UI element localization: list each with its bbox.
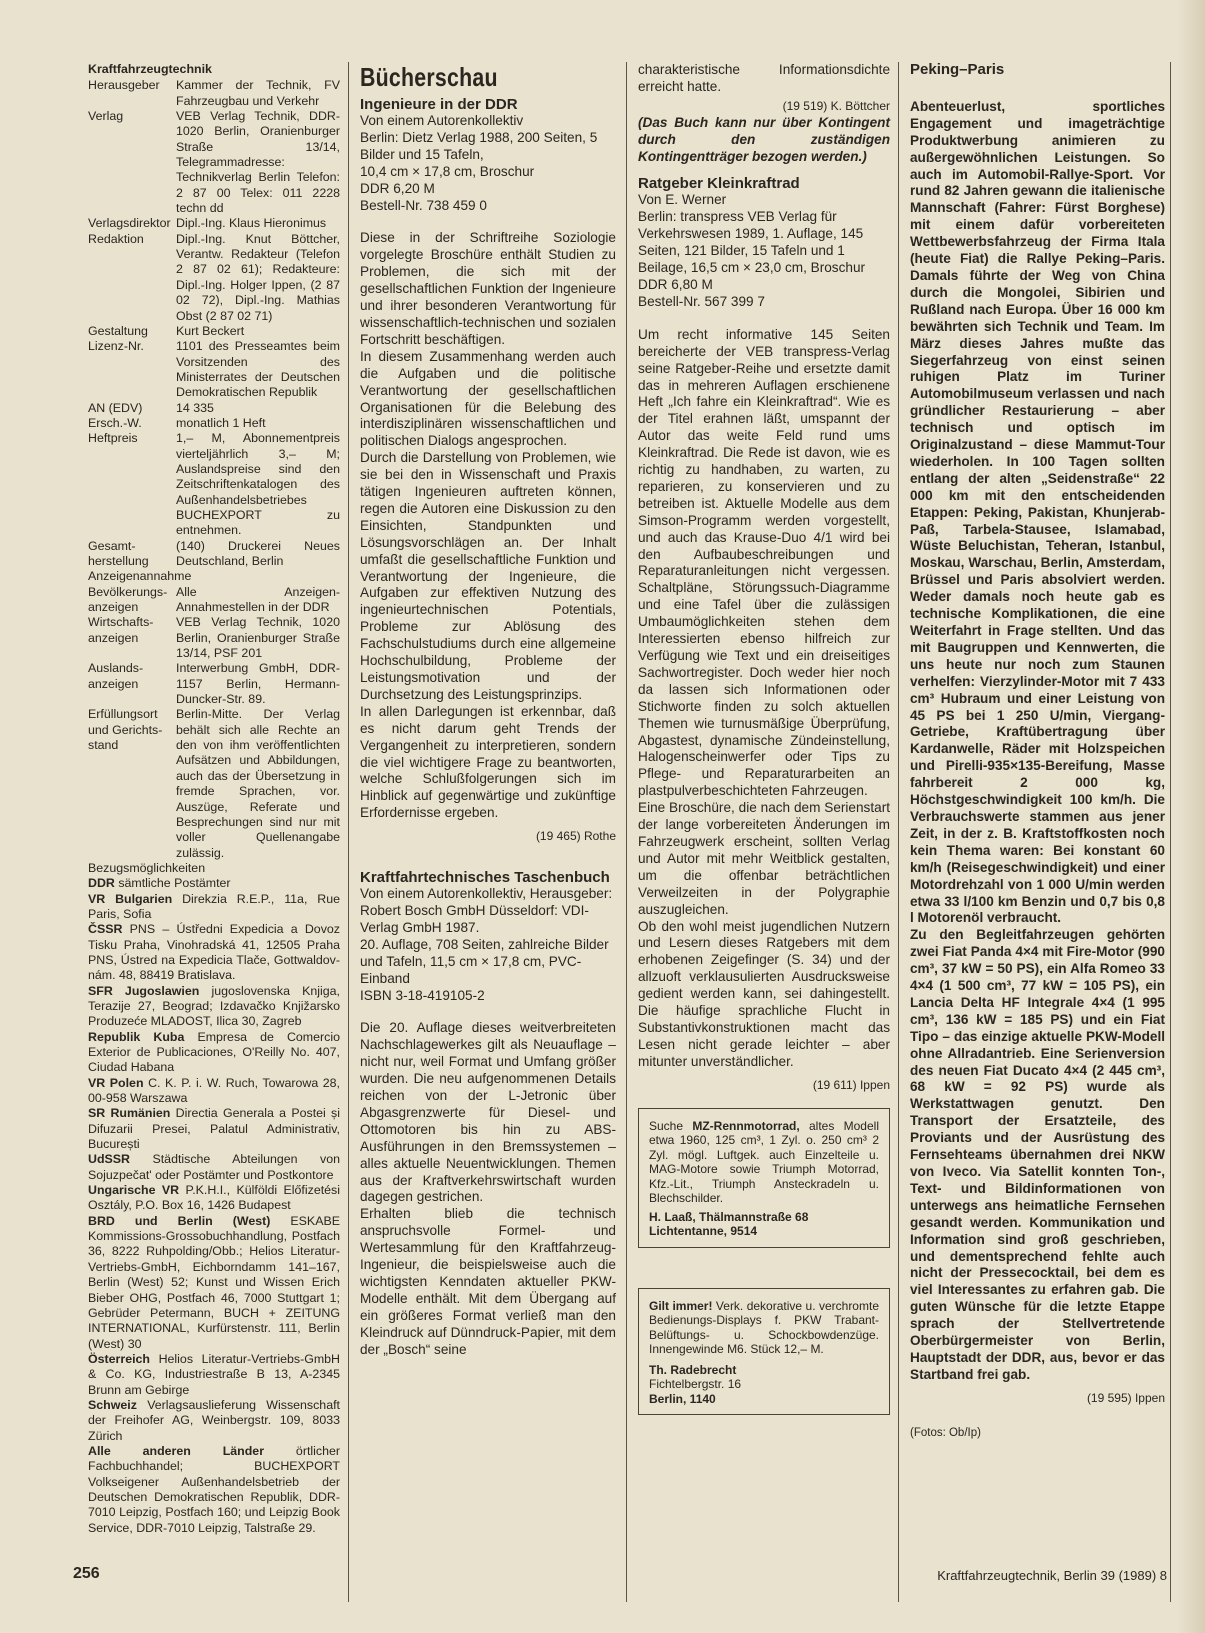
bezug-country: Republik Kuba <box>88 1029 185 1044</box>
book-info-line: Bestell-Nr. 738 459 0 <box>360 197 487 213</box>
book-info-line: Von einem Autorenkollektiv <box>360 113 524 128</box>
impressum-row <box>88 339 340 400</box>
book-info-line: Berlin: transpress VEB Verlag für Verkehrswesen 1989, 1. Auflage, 145 Seiten, 121 Bilder, 15 Tafeln und 1 Beilage, 16,5 cm × 23,0 cm, Broschur <box>638 209 866 276</box>
ad-text: Verk. dekorative u. verchromte Bedienungs-Displays f. PKW Trabant-Belüftungs- u. Schockbowdenzüge. Innengewinde M6. Stück 12,– M. <box>649 1298 879 1357</box>
impressum-row <box>88 416 340 431</box>
bezug-country: SFR Jugoslawien <box>88 983 200 998</box>
review-column-2 <box>638 62 890 1415</box>
bezug-country: BRD und Berlin (West) <box>88 1213 271 1228</box>
paragraph: Durch die Darstellung von Problemen, wie sie bei den in Wissenschaft und Praxis tätigen Ingenieuren auftreten können, regen die Autoren eine Diskussion zu den Einsichten, Standpunkten und Lösungsvorschlägen an. Der Inhalt umfaßt die gesellschaftliche Funktion und Verantwortung der Ingenieure, die Aufgaben zur effektiven Nutzung des ingenieurtechnischen Potentials, Probleme zur Ablösung des Fachschulstudiums durch eine allgemeine Hochschulbildung, Probleme der Leistungsmotivation und der Durchsetzung des Leistungsprinzips. <box>360 450 616 702</box>
paragraph: Die 20. Auflage dieses weitverbreiteten Nachschlagewerkes gilt als Neuauflage – nicht nur, weil Format und Umfang größer wurden. Die neu aufgenommenen Details reichen von der L-Jetronic über Abgasgrenzwerte für Diesel- und Ottomotoren bis hin zu ABS-Ausführungen in den Bremssystemen – alles aktuelle Neuentwicklungen. Themen aus der Kraftverkehrswirtschaft wurden dagegen gestrichen. <box>360 1020 616 1205</box>
article-text <box>910 99 1165 1384</box>
anzeigen-rows <box>88 585 340 861</box>
bezug-country: Schweiz <box>88 1397 137 1412</box>
impressum-value: (140) Druckerei Neues Deutschland, Berlin <box>176 538 340 568</box>
impressum-row <box>88 431 340 538</box>
impressum-row <box>88 539 340 570</box>
impressum-label: Verlagsdirektor <box>88 216 171 231</box>
impressum-label: Auslands-anzeigen <box>88 661 144 691</box>
impressum-label: Ersch.-W. <box>88 415 142 430</box>
bezug-entry <box>88 1106 340 1152</box>
bezug-country: VR Bulgarien <box>88 891 173 906</box>
impressum-value: monatlich 1 Heft <box>176 415 266 430</box>
bezug-entry <box>88 1444 340 1536</box>
impressum-row <box>88 324 340 339</box>
ad-name: H. Laaß, Thälmannstraße 68 <box>649 1209 809 1224</box>
impressum-label: Gesamt-herstellung <box>88 538 149 568</box>
impressum-label: Bevölkerungs-anzeigen <box>88 584 168 615</box>
review-column-1 <box>360 62 616 1359</box>
impressum-value: 1101 des Presseamtes beim Vorsitzenden des Ministerrates der Deutschen Demokratischen Republik <box>176 339 340 400</box>
impressum-label: Verlag <box>88 109 124 124</box>
bezug-entry <box>88 984 340 1030</box>
journal-footer: Kraftfahrzeugtechnik, Berlin 39 (1989) 8 <box>937 1568 1167 1583</box>
book-title: Ratgeber Kleinkraftrad <box>638 175 800 193</box>
book-info-line: Von einem Autorenkollektiv, Herausgeber: Robert Bosch GmbH Düsseldorf: VDI-Verlag GmbH 1987. <box>360 886 613 935</box>
book-info-line: DDR 6,20 M <box>360 180 435 196</box>
classified-ad <box>638 1288 890 1416</box>
book-info-line: 10,4 cm × 17,8 cm, Broschur <box>360 163 535 179</box>
review-signature: (19 465) Rothe <box>535 829 616 844</box>
bezug-text: örtlicher Fachbuchhandel; BUCHEXPORT Volkseigener Außenhandelsbetrieb der Deutschen Demokratischen Republik, DDR-7010 Leipzig, Postfach 160; und Leipzig Book Service, DDR-7010 Leipzig, Talstraße 29. <box>88 1443 340 1535</box>
impressum-value: Kurt Beckert <box>176 323 245 338</box>
impressum-row <box>88 707 340 860</box>
impressum-value: 1,– M, Abonnementpreis vierteljährlich 3,– M; Auslandspreise sind den Zeitschriftenkatalogen des Außenhandelsbetriebes BUCHEXPORT zu entnehmen. <box>176 431 340 538</box>
bezug-entry <box>88 1214 340 1352</box>
article-signature: (19 595) Ippen <box>1086 1390 1165 1405</box>
ad-street: Fichtelbergstr. 16 <box>649 1377 742 1392</box>
column-rule <box>348 62 349 1602</box>
review-signature: (19 519) K. Böttcher <box>782 98 890 113</box>
column-rule <box>626 62 627 1602</box>
bezug-text: Verlagsauslieferung Wissenschaft der Freihofer AG, Weinbergstr. 109, 8033 Zürich <box>88 1397 340 1443</box>
paragraph: Um recht informative 145 Seiten bereicherte der VEB transpress-Verlag seine Ratgeber-Reihe und ersetzte damit das in mehreren Auflagen erschienene Heft „Ich fahre ein Kleinkraftrad“. Wie es der Titel erahnen läßt, umspannt der Autor das weite Feld rund ums Kleinkraftrad. Die Rede ist davon, wie es richtig zu handhaben, zu warten, zu reparieren, zu konservieren und zu betreiben ist. Aktuelle Modelle aus dem Simson-Programm werden vorgestellt, und auch das Krause-Duo 4/1 wird bei den Aufbaubeschreibungen und Reparaturanleitungen nicht vergessen. Schaltpläne, Störungssuch-Diagramme und eine Tafel über die zulässigen Umbaumöglichkeiten stehen dem Interessierten ebenso hilfreich zur Verfügung wie Text und ein dreiseitiges Sachwortregister. Doch weder hier noch da lassen sich Informationen oder Stichworte finden zu solch aktuellen Themen wie turnusmäßige Überprüfung, Abgastest, dynamische Zündeinstellung, Halogenscheinwerfer oder Tips zu Pflege- und Reparaturarbeiten an plastpulverbeschichteten Fahrzeugen. <box>638 326 890 799</box>
impressum-value: VEB Verlag Technik, DDR-1020 Berlin, Oranienburger Straße 13/14, Telegrammadresse: Technikverlag Berlin Telefon: 2 87 00 Telex: 011 2228 techn dd <box>176 109 340 216</box>
impressum-label: Lizenz-Nr. <box>88 339 144 354</box>
review-signature: (19 611) Ippen <box>812 1077 890 1092</box>
bezug-entry <box>88 876 340 891</box>
impressum-value: Dipl.-Ing. Knut Böttcher, Verantw. Redakteur (Telefon 2 87 02 61); Redakteure: Dipl.-Ing. Holger Ippen, (2 87 02 72), Dipl.-Ing. Mathias Obst (2 87 02 71) <box>176 231 340 323</box>
article-title: Peking–Paris <box>910 61 1005 78</box>
bezug-entry <box>88 1183 340 1214</box>
book-title: Kraftfahrtechnisches Taschenbuch <box>360 869 610 887</box>
paragraph: Ob den wohl meist jugendlichen Nutzern und Lesern dieses Ratgebers mit dem erhobenen Zeigefinger (S. 34) und der allzuoft verklausulierten Ausdrucksweise gedient werden kann, sei dahingestellt. Die häufige sprachliche Flucht in Substantivkonstruktionen macht das Lesen nicht gerade leichter – aber mitunter unverständlicher. <box>638 918 890 1069</box>
bezug-country: DDR <box>88 876 115 891</box>
impressum-row <box>88 232 340 324</box>
paragraph: Abenteuerlust, sportliches Engagement und imageträchtige Produktwerbung animieren zu außergewöhnlichen Leistungen. So auch im Automobil-Rallye-Sport. Vor rund 82 Jahren gewann die italienische Mannschaft (Fahrer: Fürst Borghese) mit einem dafür vorbereiteten Wettbewerbsfahrzeug der Firma Itala (heute Fiat) die Rallye Peking–Paris. Damals führte der Weg von China durch die Mongolei, Sibirien und Rußland nach Europa. Über 16 000 km bewährten sich Technik und Team. Im März dieses Jahres mußte das Siegerfahrzeug von einst seinen ruhigen Platz im Turiner Automobilmuseum verlassen und nach gründlicher Restaurierung – aber technisch und optisch im Originalzustand – diese Mammut-Tour wiederholen. In 100 Tagen sollten entlang der alten „Seidenstraße“ 22 000 km mit den entscheidenden Etappen: Peking, Pakistan, Khunjerab-Paß, Tarbela-Stausee, Islamabad, Wüste Beluchistan, Teheran, Istanbul, Moskau, Warschau, Berlin, Amsterdam, Brüssel und Paris absolviert werden. Weder damals noch heute gab es technische Komplikationen, die eine Weiterfahrt in Frage stellten. Und das mit Baugruppen und Kennwerten, die uns heute nur noch zum Staunen verhelfen: Vierzylinder-Motor mit 7 433 cm³ Hubraum und einer Leistung von 45 PS bei 1 250 U/min, Viergang-Getriebe, Kraftübertragung über Kardanwelle, Räder mit Holzspeichen und Pirelli-935×135-Bereifung, Masse fahrbereit 2 000 kg, Höchstgeschwindigkeit 100 km/h. Die Verbrauchswerte stammen aus jener Zeit, in der z. B. Kraftstoffkosten noch kein Thema waren: Bei konstant 60 km/h (Reisegeschwindigkeit) und einer Motordrehzahl von 1 000 U/min werden etwa 33 l/100 km Benzin und 0,7 bis 0,8 l Motorenöl verbraucht. <box>910 98 1165 926</box>
review-text <box>360 1020 616 1358</box>
impressum-label: Wirtschafts-anzeigen <box>88 615 154 645</box>
availability-note: (Das Buch kann nur über Kontingent durch den zuständigen Kontingentträger bezogen werden.) <box>638 114 890 164</box>
paragraph: Eine Broschüre, die nach dem Serienstart der lange vorbereiteten Änderungen im Fahrzeugwerk erscheint, sollten Verlag und Autor mit mehr Weitblick gestalten, um die offenbar beträchtlichen Verweilzeiten in der Polygraphie auszugleichen. <box>638 800 890 917</box>
impressum-value: Kammer der Technik, FV Fahrzeugbau und Verkehr <box>176 78 340 108</box>
bezug-text: sämtliche Postämter <box>118 876 231 891</box>
bezug-entry <box>88 1030 340 1076</box>
ad-lead: Suche <box>649 1118 684 1133</box>
impressum-label: Herausgeber <box>88 78 160 93</box>
bezug-country: ČSSR <box>88 922 123 937</box>
paragraph: In diesem Zusammenhang werden auch die Aufgaben und die politische Verantwortung der gesellschaftlichen Organisationen für die Belebung des interdisziplinären wissenschaftlichen und politischen Dialogs angesprochen. <box>360 348 616 449</box>
article-column <box>910 62 1165 1442</box>
bezug-text: Empresa de Comercio Exterior de Publicaciones, O'Reilly No. 407, Ciudad Habana <box>88 1029 340 1075</box>
impressum-value: Dipl.-Ing. Klaus Hieronimus <box>176 216 327 231</box>
impressum-row <box>88 615 340 661</box>
impressum-label: AN (EDV) <box>88 400 143 415</box>
impressum-row <box>88 585 340 616</box>
paragraph: Diese in der Schriftreihe Soziologie vorgelegte Broschüre enthält Studien zu Problemen, die sich mit der gesellschaftlichen Funktion der Ingenieure und ihrer besonderen Verantwortung für wissenschaftlich-technischen und sozialen Fortschritt beschäftigen. <box>360 230 616 347</box>
paragraph: In allen Darlegungen ist erkennbar, daß es nicht darum geht Trends der Vergangenheit zu interpretieren, sondern die viel wichtigere Frage zu beantworten, welche Schlußfolgerungen sich im Hinblick auf gegenwärtige und zukünftige Erfordernisse ergeben. <box>360 703 616 821</box>
paragraph: Erhalten blieb die technisch anspruchsvolle Formel- und Wertesammlung für den Kraftfahrzeug-Ingenieur, die beispielsweise auch die wichtigsten Kenndaten aktueller PKW-Modelle enthält. Mit dem Übergang auf ein größeres Format verließ man den Kleindruck auf Dünndruck-Papier, mit dem der „Bosch“ seine <box>360 1206 616 1357</box>
bezug-country: VR Polen <box>88 1075 144 1090</box>
bezug-list <box>88 876 340 1536</box>
classified-ad <box>638 1108 890 1248</box>
impressum-value: Interwerbung GmbH, DDR-1157 Berlin, Hermann-Duncker-Str. 89. <box>176 661 340 707</box>
anzeigen-heading: Anzeigenannahme <box>88 569 192 584</box>
impressum-title: Kraftfahrzeugtechnik <box>88 62 212 76</box>
ad-city: Lichtentanne, 9514 <box>649 1224 758 1239</box>
page-number: 256 <box>73 1565 100 1582</box>
book-info-line: Bestell-Nr. 567 399 7 <box>638 293 765 309</box>
bezug-entry <box>88 892 340 923</box>
impressum-label: Heftpreis <box>88 431 138 446</box>
section-title: Bücherschau <box>360 62 498 92</box>
impressum-value: 14 335 <box>176 400 214 415</box>
bezug-entry <box>88 1398 340 1444</box>
bezug-text: Directia Generala a Postei și Difuzarii Presei, Palatul Administrativ, București <box>88 1106 340 1152</box>
review-text: charakteristische Informationsdichte erreicht hatte. <box>638 62 890 94</box>
ad-name: Th. Radebrecht <box>649 1362 737 1377</box>
impressum-value: VEB Verlag Technik, 1020 Berlin, Oranienburger Straße 13/14, PSF 201 <box>176 615 340 661</box>
column-rule <box>898 62 899 1602</box>
impressum-row <box>88 78 340 109</box>
bezug-country: SR Rumänien <box>88 1106 171 1121</box>
photo-credit: (Fotos: Ob/Ip) <box>910 1426 981 1439</box>
book-info <box>360 113 616 214</box>
bezug-entry <box>88 922 340 983</box>
bezug-entry <box>88 1352 340 1398</box>
bezug-text: P.K.H.I., Külföldi Előfizetési Osztály, P.O. Box 16, 1426 Budapest <box>88 1183 340 1213</box>
book-title: Ingenieure in der DDR <box>360 96 518 113</box>
bezug-text: PNS – Ústředni Expedicia a Dovoz Tisku Praha, Vinohradská 41, 12505 Praha PNS, Ústred na Expedicia Tlače, Gottwaldov-nám. 48, 88419 Bratislava. <box>88 922 340 983</box>
ad-item: MZ-Rennmotorrad, <box>692 1118 800 1133</box>
impressum-row <box>88 109 340 216</box>
bezug-text: Städtische Abteilungen von Sojuzpečat' oder Postämter und Postkontore <box>88 1152 340 1182</box>
bezug-text: Direkzia R.E.P., 11a, Rue Paris, Sofia <box>88 891 340 921</box>
impressum-value: Alle Anzeigen-Annahmestellen in der DDR <box>176 584 340 615</box>
impressum-label: Gestaltung <box>88 323 148 338</box>
impressum-label: Erfüllungsort und Gerichts-stand <box>88 707 163 753</box>
book-info-line: ISBN 3-18-419105-2 <box>360 987 485 1003</box>
bezug-country: Österreich <box>88 1351 150 1366</box>
bezug-entry <box>88 1152 340 1183</box>
impressum-value: Berlin-Mitte. Der Verlag behält sich alle Rechte an den von ihm veröffentlichten Aufsätzen und Abbildungen, auch das der Übersetzung in fremde Sprachen, vor. Auszüge, Referate und Besprechungen sind nur mit voller Quellenangabe zulässig. <box>176 707 340 860</box>
book-info-line: 20. Auflage, 708 Seiten, zahlreiche Bilder und Tafeln, 11,5 cm × 17,8 cm, PVC-Einband <box>360 936 609 986</box>
paragraph: Zu den Begleitfahrzeugen gehörten zwei Fiat Panda 4×4 mit Fire-Motor (990 cm³, 37 kW = 50 PS), ein Alfa Romeo 33 4×4 (1 500 cm³, 77 kW = 105 PS), ein Lancia Delta HF Integrale 4×4 (1 995 cm³, 136 kW = 185 PS) und ein Fiat Tipo – das einzige aktuelle PKW-Modell ohne Allradantrieb. Eine Serienversion des neuen Fiat Ducato 4×4 (2 445 cm³, 68 kW = 92 PS) wurde als Werkstattwagen genutzt. Den Transport der Ersatzteile, des Proviants und der Ausrüstung des Fernsehteams übernahmen drei NKW von Iveco. Via Satellit konnten Ton-, Text- und Bildinformationen von unterwegs ans heimatliche Fernsehen gesandt werden. Kommunikation und Information sind groß geschrieben, und dementsprechend fehlte auch nicht der Pressecocktail, bei dem es viel Interessantes zu erfahren gab. Die guten Wünsche für die letzte Etappe sprach der Stellvertretende Oberbürgermeister von Berlin, Hauptstadt der DDR, aus, bevor er das Startband frei gab. <box>910 927 1165 1382</box>
bezug-text: Helios Literatur-Vertriebs-GmbH & Co. KG, Industriestraße B 13, A-2345 Brunn am Gebirge <box>88 1351 340 1397</box>
bezug-text: C. K. P. i. W. Ruch, Towarowa 28, 00-958 Warszawa <box>88 1075 340 1106</box>
column-rule <box>1170 62 1171 1602</box>
bezug-entry <box>88 1076 340 1107</box>
bezug-country: Ungarische VR <box>88 1183 180 1198</box>
bezug-text: ESKABE Kommissions-Grossobuchhandlung, Postfach 36, 8222 Ruhpolding/Obb.; Helios Literatur-Vertriebs-GmbH, Eichborndamm 141–167, Berlin (West) 52; Kunst und Wissen Erich Bieber OHG, Postfach 46, 7000 Stuttgart 1; Gebrüder Petermann, BUCH + ZEITUNG INTERNATIONAL, Kurfürstenstr. 111, Berlin (West) 30 <box>88 1213 340 1351</box>
ad-lead: Gilt immer! <box>649 1298 713 1313</box>
impressum-label: Redaktion <box>88 231 144 246</box>
impressum-row <box>88 216 340 231</box>
review-text <box>638 327 890 1071</box>
book-info-line: Berlin: Dietz Verlag 1988, 200 Seiten, 5 Bilder und 15 Tafeln, <box>360 129 598 162</box>
book-info <box>638 192 890 310</box>
impressum-row <box>88 401 340 416</box>
bezug-text: jugoslovenska Knjiga, Terazije 27, Beograd; Izdavačko Knjižarsko Produzeće MLADOST, Ilica 30, Zagreb <box>88 983 340 1029</box>
book-info-line: DDR 6,80 M <box>638 276 713 292</box>
review-text <box>360 230 616 822</box>
bezug-country: Alle anderen Länder <box>88 1443 265 1458</box>
impressum-column <box>88 62 340 1536</box>
impressum-rows <box>88 78 340 569</box>
book-info <box>360 886 616 1004</box>
book-info-line: Von E. Werner <box>638 192 727 208</box>
impressum-row <box>88 661 340 707</box>
ad-city: Berlin, 1140 <box>649 1391 716 1406</box>
bezug-heading: Bezugsmöglichkeiten <box>88 860 206 875</box>
page-edge <box>1177 0 1205 1633</box>
bezug-country: UdSSR <box>88 1152 130 1167</box>
ad-text: altes Modell etwa 1960, 125 cm³, 1 Zyl. o. 250 cm³ 2 Zyl. mögl. Luftgek. auch Einzelteile u. MAG-Motore sowie Triumph Motorrad, Kfz.-Lit., Triumph Ansteckradeln u. Blechschilder. <box>649 1118 879 1206</box>
